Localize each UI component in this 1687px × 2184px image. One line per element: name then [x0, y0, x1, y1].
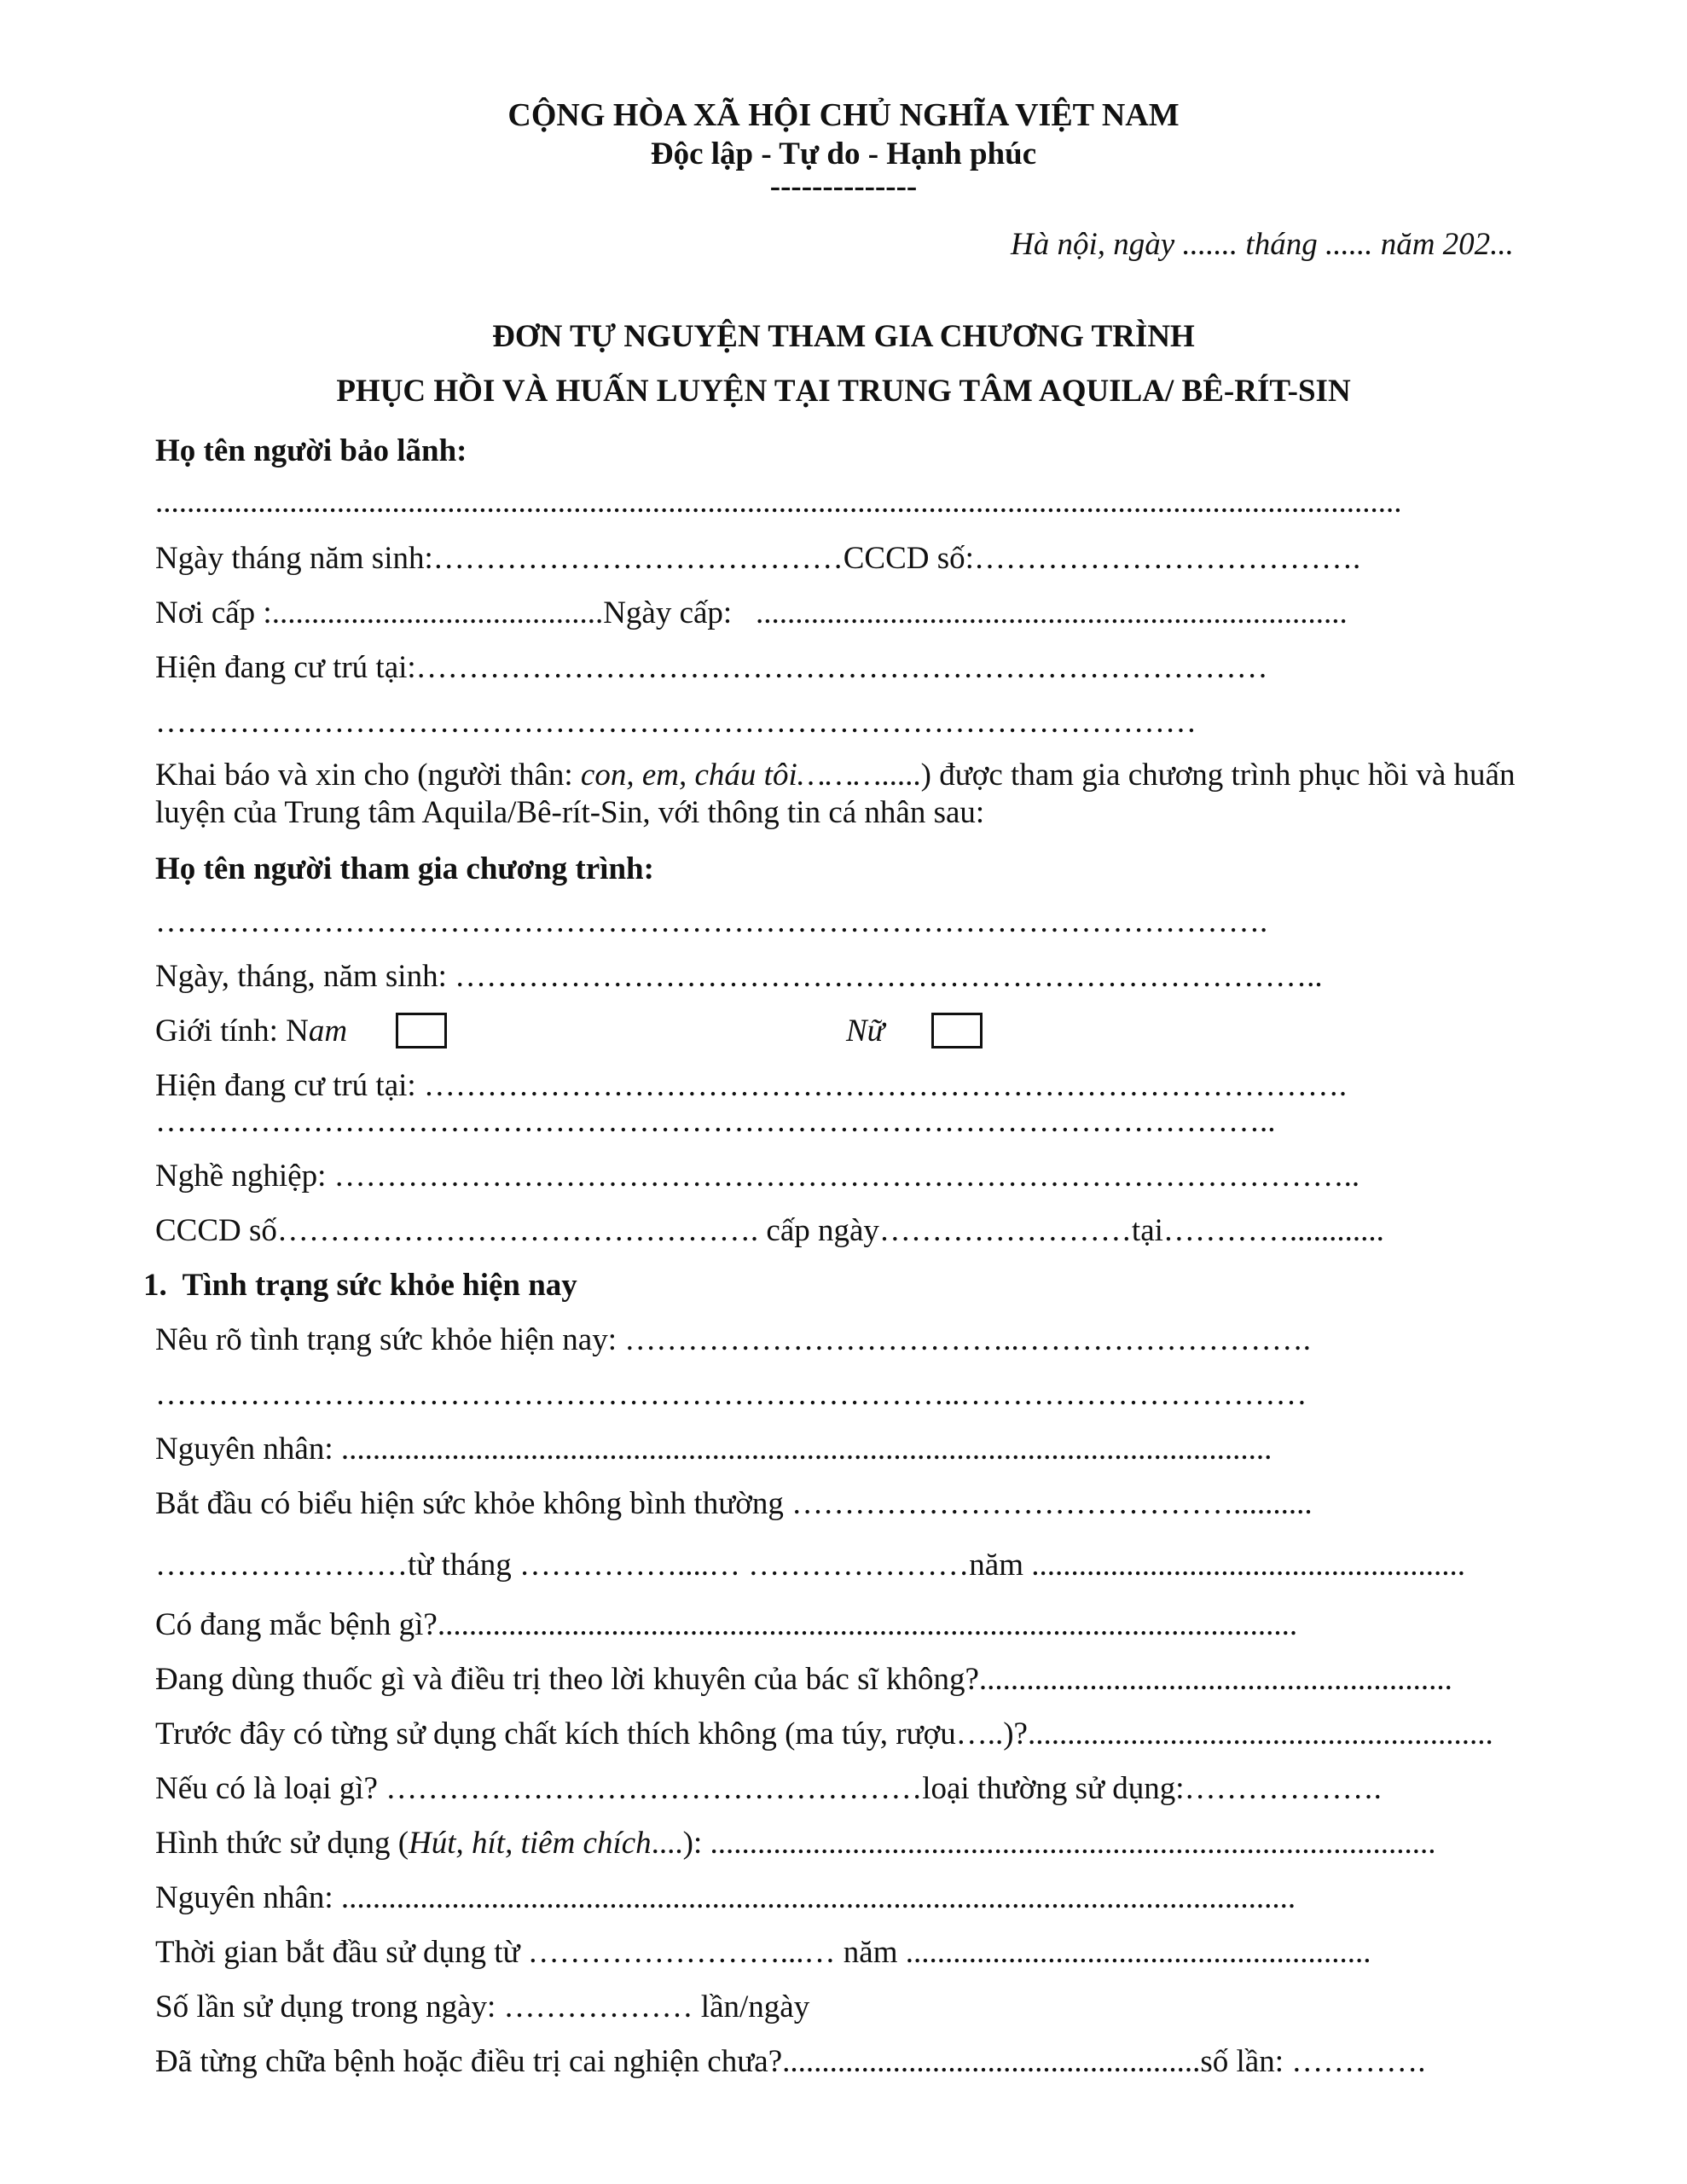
- gender-male-checkbox[interactable]: [396, 1013, 447, 1048]
- abnormal-onset-line[interactable]: Bắt đầu có biểu hiện sức khỏe không bình thường ……………………………………..........: [155, 1486, 1313, 1521]
- header-rule: --------------: [769, 169, 918, 204]
- form-title-line2: PHỤC HỒI VÀ HUẤN LUYỆN TẠI TRUNG TÂM AQUILA/ BÊ-RÍT-SIN: [336, 374, 1351, 409]
- participant-job-line[interactable]: Nghề nghiệp: ……………………………………………………………………………………..: [155, 1159, 1360, 1194]
- gender-female-label: Nữ: [846, 1014, 884, 1048]
- gender-label: [155, 1015, 347, 1047]
- participant-heading: Họ tên người tham gia chương trình:: [155, 851, 654, 886]
- stimulant-history-line[interactable]: Trước đây có từng sử dụng chất kích thích không (ma túy, rượu…..)?...........................................................: [155, 1716, 1493, 1751]
- usage-cause-line[interactable]: Nguyên nhân: .........................................................................................................................: [155, 1880, 1296, 1915]
- gender-label-text: Giới tính: N: [155, 1014, 309, 1048]
- onset-date-line[interactable]: ……………………từ tháng ……………....… …………………năm .......................................................: [155, 1548, 1465, 1583]
- guarantor-name-field[interactable]: ..............................................................................................................................................................: [155, 485, 1402, 520]
- guarantor-residence-cont[interactable]: ………………………………………………………………………………………: [155, 705, 1197, 740]
- usage-start-line[interactable]: Thời gian bắt đầu sử dụng từ ……………………...… năm ...........................................................: [155, 1935, 1371, 1970]
- participant-id-line[interactable]: CCCD số………………………………………. cấp ngày……………………tại…………............: [155, 1213, 1384, 1248]
- country-name: CỘNG HÒA XÃ HỘI CHỦ NGHĨA VIỆT NAM: [507, 97, 1180, 133]
- usage-method-prefix: Hình thức sử dụng (: [155, 1826, 409, 1861]
- guarantor-residence-line[interactable]: Hiện đang cư trú tại:………………………………………………………………………: [155, 650, 1268, 685]
- current-illness-line[interactable]: Có đang mắc bệnh gì?.............................................................................................................: [155, 1607, 1298, 1642]
- guarantor-dob-id-line[interactable]: Ngày tháng năm sinh:…………………………………CCCD số:……………………………….: [155, 541, 1361, 576]
- guarantor-issue-line[interactable]: Nơi cấp :..........................................Ngày cấp: ...........................................................................: [155, 595, 1348, 630]
- health-cause-line[interactable]: Nguyên nhân: ......................................................................................................................: [155, 1432, 1272, 1467]
- usage-method-dots[interactable]: ....): ............................................................................................: [651, 1826, 1436, 1861]
- section1-heading: 1. Tình trạng sức khỏe hiện nay: [143, 1268, 577, 1303]
- declaration-line1: [155, 759, 1515, 791]
- declaration-prefix: Khai báo và xin cho (người thân:: [155, 758, 581, 793]
- declaration-relatives: con, em, cháu tôi: [580, 758, 797, 793]
- substance-type-line[interactable]: Nếu có là loại gì? ……………………………………………loại thường sử dụng:……………….: [155, 1771, 1382, 1806]
- gender-male-label: am: [308, 1014, 348, 1048]
- daily-usage-line[interactable]: Số lần sử dụng trong ngày: ……………… lần/ngày: [155, 1989, 810, 2024]
- usage-method-line[interactable]: [155, 1827, 1436, 1859]
- participant-name-field[interactable]: …………………………………………………………………………………………….: [155, 904, 1268, 939]
- participant-residence-line[interactable]: Hiện đang cư trú tại: …………………………………………………………………………….: [155, 1068, 1348, 1103]
- medication-line[interactable]: Đang dùng thuốc gì và điều trị theo lời khuyên của bác sĩ không?............................................................: [155, 1662, 1452, 1697]
- national-motto: Độc lập - Tự do - Hạnh phúc: [650, 136, 1037, 171]
- date-line: Hà nội, ngày ....... tháng ...... năm 202...: [1011, 227, 1514, 262]
- health-status-line[interactable]: Nêu rõ tình trạng sức khỏe hiện nay: ………………………………..……………………….: [155, 1322, 1311, 1357]
- gender-female-checkbox[interactable]: [931, 1013, 983, 1048]
- participant-residence-cont[interactable]: ……………………………………………………………………………………………..: [155, 1104, 1276, 1139]
- usage-method-examples: Hút, hít, tiêm chích: [409, 1826, 652, 1861]
- declaration-suffix: .....) được tham gia chương trình phục hồi và huấn: [881, 758, 1516, 793]
- health-status-cont[interactable]: …………………………………………………………………..……………………………: [155, 1377, 1307, 1412]
- form-title-line1: ĐƠN TỰ NGUYỆN THAM GIA CHƯƠNG TRÌNH: [492, 319, 1195, 354]
- declaration-line2: luyện của Trung tâm Aquila/Bê-rít-Sin, với thông tin cá nhân sau:: [155, 795, 985, 830]
- guarantor-heading: Họ tên người bảo lãnh:: [155, 433, 467, 468]
- declaration-relatives-dots[interactable]: ………: [797, 758, 882, 793]
- treatment-history-line[interactable]: Đã từng chữa bệnh hoặc điều trị cai nghiện chưa?.....................................................số lần: ………….: [155, 2044, 1426, 2079]
- participant-dob-line[interactable]: Ngày, tháng, năm sinh: ………………………………………………………………………..: [155, 959, 1323, 994]
